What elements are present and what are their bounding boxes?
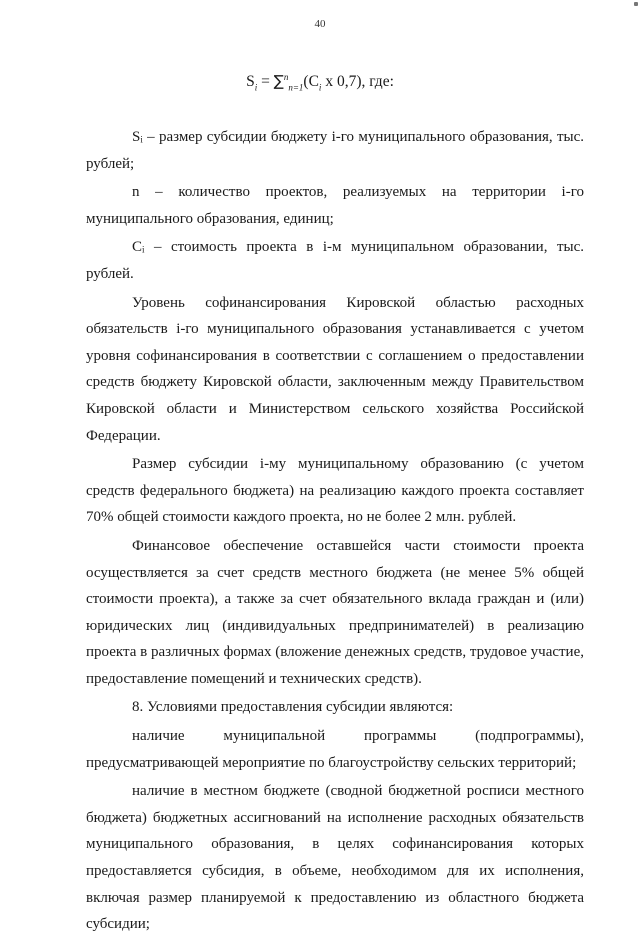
paragraph: наличие в местном бюджете (сводной бюджетной росписи местного бюджета) бюджетных ассигнований на исполнение расходных обязательств муниципального образования, в целях софинансирования которых предоставляется субсидия, в объеме, необходимом для их исполнения, включая размер планируемой к предоставлению из областного бюджета субсидии; bbox=[86, 783, 584, 933]
document-body bbox=[86, 124, 584, 940]
formula-expr-rest: x 0,7), где: bbox=[321, 73, 394, 91]
paragraph: n – количество проектов, реализуемых на территории i-го муниципального образования, единиц; bbox=[86, 184, 584, 227]
formula-expr-sub: i bbox=[318, 82, 322, 93]
formula-expr-open: (C bbox=[303, 73, 319, 91]
formula-lhs-sub: i bbox=[254, 82, 258, 93]
paragraph: Размер субсидии i-му муниципальному образованию (с учетом средств федерального бюджета) на реализацию каждого проекта составляет 70% общей стоимости каждого проекта, но не более 2 млн. рублей. bbox=[86, 456, 584, 526]
paragraph: наличие муниципальной программы (подпрограммы), предусматривающей мероприятие по благоустройству сельских территорий; bbox=[86, 728, 584, 771]
paragraph: Уровень софинансирования Кировской областью расходных обязательств i-го муниципального образования устанавливается с учетом уровня софинансирования в соответствии с соглашением о предоставлении средств бюджету Кировской области, заключенным между Правительством Кировской области и Министерством сельского хозяйства Российской Федерации. bbox=[86, 294, 584, 444]
paragraph: Sᵢ – размер субсидии бюджету i-го муниципального образования, тыс. рублей; bbox=[86, 129, 584, 172]
page-number: 40 bbox=[314, 18, 326, 30]
paragraph: Финансовое обеспечение оставшейся части стоимости проекта осуществляется за счет средств местного бюджета (не менее 5% общей стоимости проекта), а также за счет обязательного вклада граждан и (или) юридических лиц (индивидуальных предпринимателей) в реализацию проекта в различных формах (вложение денежных средств, трудовое участие, предоставление помещений и технических средств). bbox=[86, 537, 584, 687]
formula-equals: = bbox=[261, 73, 270, 91]
formula-lhs: S bbox=[246, 73, 255, 91]
subsidy-formula bbox=[0, 72, 640, 92]
paragraph: Cᵢ – стоимость проекта в i-м муниципальном образовании, тыс. рублей. bbox=[86, 239, 584, 282]
corner-mark bbox=[634, 2, 638, 6]
sum-upper-limit: n bbox=[283, 72, 289, 82]
sum-symbol: ∑ bbox=[273, 72, 284, 91]
sum-lower-limit: n=1 bbox=[288, 82, 304, 93]
paragraph: 8. Условиями предоставления субсидии являются: bbox=[132, 699, 454, 716]
